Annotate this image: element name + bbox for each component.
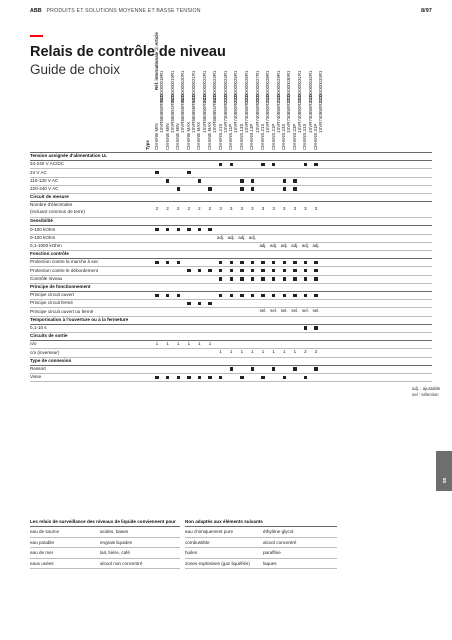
filled-square-icon [155, 171, 158, 174]
cell-value: 3 [282, 206, 286, 212]
unsuitable-heading-rule [185, 526, 337, 527]
liquid-cell: alcool non concentré [100, 560, 143, 566]
filled-square-icon [304, 269, 307, 272]
filled-square-icon [251, 294, 254, 297]
cell-value: 2 [198, 206, 201, 212]
brand-name: ABB [30, 8, 42, 14]
filled-square-icon [251, 261, 254, 264]
cell-value: sel. [291, 308, 299, 314]
filled-square-icon [166, 228, 169, 231]
filled-square-icon [198, 376, 201, 379]
row-label: n/o [30, 341, 37, 347]
column-type: CM-ENS.31P [313, 123, 318, 150]
cell-value: 3 [229, 206, 233, 212]
row-rule [30, 558, 180, 559]
column-reference: 1SVR730850R2100 [265, 93, 271, 133]
cell-value: 1 [251, 349, 254, 355]
filled-square-icon [272, 277, 275, 280]
column-type: CM-ENS.31S [302, 123, 308, 150]
filled-square-icon [177, 187, 180, 190]
filled-square-icon [208, 302, 211, 305]
row-rule [185, 568, 337, 569]
filled-square-icon [208, 228, 211, 231]
filled-square-icon [251, 277, 254, 280]
row-label: 0,1-1000 kOhm [30, 242, 62, 248]
filled-square-icon [304, 326, 307, 329]
page-title: Relais de contrôle de niveau [30, 44, 226, 60]
cell-value: adj. [291, 242, 299, 248]
row-label: 220-240 V AC [30, 185, 59, 191]
filled-square-icon [219, 163, 222, 166]
cell-value: sel. [270, 308, 278, 314]
column-article: 2CDG000028R1 [265, 70, 271, 103]
column-article: 2CDG000029R1 [275, 70, 281, 103]
column-reference: 1SVR730850R3100 [307, 93, 313, 133]
row-label: Principe circuit ouvert ou fermé [30, 308, 94, 314]
cell-value: adj. [248, 234, 256, 240]
filled-square-icon [283, 376, 286, 379]
filled-square-icon [177, 228, 180, 231]
table-row [30, 373, 432, 382]
filled-square-icon [261, 261, 264, 264]
column-article: 2CDG000020R1 [180, 70, 186, 103]
cell-value: adj. [238, 234, 246, 240]
filled-square-icon [293, 277, 296, 280]
row-rule [185, 558, 337, 559]
filled-square-icon [177, 261, 180, 264]
cell-value: adj. [270, 242, 278, 248]
filled-square-icon [283, 277, 286, 280]
row-sublabel: (incluant commun de terre) [30, 208, 85, 214]
cell-value: adj. [301, 242, 309, 248]
column-article: 2CDG000023R1 [212, 70, 218, 103]
unsuitable-heading: Non adaptés aux éléments suivants [185, 519, 263, 524]
filled-square-icon [187, 171, 190, 174]
section-label: Sensibilité [30, 218, 53, 224]
cell-value: adj. [280, 242, 288, 248]
column-article: 2CDG000033R1 [318, 70, 324, 103]
cell-value: adj. [259, 242, 267, 248]
liquid-cell: combustible [185, 539, 210, 545]
filled-square-icon [293, 367, 296, 370]
cell-value: 2 [208, 206, 212, 212]
filled-square-icon [283, 269, 286, 272]
column-reference: 1SVR740850R2100 [275, 93, 281, 133]
filled-square-icon [187, 228, 190, 231]
filled-square-icon [304, 277, 307, 280]
cell-value: 1 [240, 349, 244, 355]
cell-value: 1 [155, 341, 159, 347]
filled-square-icon [293, 261, 296, 264]
filled-square-icon [166, 294, 169, 297]
cell-value: 1 [187, 341, 191, 347]
column-reference: 1SVR730850R0200 [244, 93, 249, 133]
filled-square-icon [208, 376, 211, 379]
row-rule [30, 537, 180, 538]
suitable-heading-rule [30, 526, 180, 527]
filled-square-icon [230, 294, 233, 297]
column-reference: 1SVR740850R0200 [254, 93, 260, 133]
row-label: 24-240 V AC/DC [30, 161, 64, 167]
column-type: CM-ENS.21P [270, 123, 276, 150]
cell-value: 1 [282, 349, 286, 355]
column-reference: 1SVR550850R9500 [159, 93, 165, 133]
liquid-cell: zones explosives (gaz liquéfiés) [185, 560, 250, 566]
section-label: Circuits de sortie [30, 333, 68, 339]
section-label: Fonction contrôle [30, 251, 69, 257]
section-label: Tension assignée d'alimentation Uₛ [30, 153, 107, 159]
column-reference: 1SVR740850R3100 [318, 93, 324, 133]
column-type: CM-ENE MIN [164, 123, 170, 150]
row-label: Visse [30, 374, 42, 380]
cell-value: 3 [314, 206, 318, 212]
filled-square-icon [240, 277, 243, 280]
filled-square-icon [261, 269, 264, 272]
filled-square-icon [198, 228, 201, 231]
filled-square-icon [230, 261, 233, 264]
cell-value: 1 [219, 349, 222, 355]
cell-value: sel. [259, 308, 267, 314]
cell-value: 2 [176, 206, 180, 212]
column-type: CM-ENS.13S [238, 123, 244, 150]
column-article: 2CDG000031R1 [297, 70, 302, 103]
column-type: CM-ENE MAX [185, 121, 191, 150]
cell-value: adj. [312, 242, 320, 248]
column-type: CM-ENE MIN [154, 123, 159, 150]
section-label: Temporisation à l'ouverture ou à la fermeture [30, 316, 129, 322]
filled-square-icon [166, 376, 169, 379]
filled-square-icon [198, 302, 201, 305]
filled-square-icon [293, 269, 296, 272]
filled-square-icon [283, 294, 286, 297]
cell-value: 1 [272, 349, 275, 355]
liquid-cell: engrais liquides [100, 539, 132, 545]
legend-note: sel : sélection [412, 392, 439, 398]
liquid-cell: eau potable [30, 539, 55, 545]
filled-square-icon [251, 179, 254, 182]
page-header [30, 8, 432, 18]
column-reference: 1SVR550851R9500 [169, 93, 175, 133]
cell-value: sel. [280, 308, 288, 314]
filled-square-icon [272, 269, 275, 272]
column-article: 2CDG000030R1 [286, 70, 292, 103]
cell-value: 2 [314, 349, 318, 355]
filled-square-icon [219, 261, 222, 264]
filled-square-icon [230, 277, 233, 280]
filled-square-icon [251, 187, 254, 190]
section-label: Principe de fonctionnement [30, 283, 91, 289]
liquid-cell: eaux usées [30, 560, 54, 566]
liquid-cell: laques [263, 560, 277, 566]
column-article: 2CDG000027R1 [254, 70, 260, 103]
filled-square-icon [314, 367, 317, 370]
column-reference: 1SVR730850R0100 [222, 93, 228, 133]
column-reference: 1SVR730850R2200 [286, 93, 292, 133]
filled-square-icon [198, 269, 201, 272]
row-label: Protection contre le débordement [30, 267, 98, 273]
filled-square-icon [293, 294, 296, 297]
filled-square-icon [272, 367, 275, 370]
filled-square-icon [187, 302, 190, 305]
cell-value: sel. [301, 308, 309, 314]
filled-square-icon [314, 294, 317, 297]
cell-value: 1 [176, 341, 180, 347]
filled-square-icon [304, 294, 307, 297]
cell-value: sel. [312, 308, 320, 314]
row-label: 110-130 V AC [30, 177, 59, 183]
column-type: CM-ENS.13P [249, 123, 255, 150]
filled-square-icon [219, 376, 222, 379]
column-type: CM-ENS.21S [260, 123, 265, 150]
filled-square-icon [198, 179, 201, 182]
row-label: Principe circuit fermé [30, 300, 73, 306]
type-header: Type [145, 140, 150, 150]
filled-square-icon [187, 376, 190, 379]
filled-square-icon [208, 269, 211, 272]
column-type: CM-ENS.11P [228, 123, 234, 150]
filled-square-icon [314, 326, 317, 329]
filled-square-icon [283, 187, 286, 190]
filled-square-icon [230, 269, 233, 272]
filled-square-icon [155, 228, 158, 231]
row-label: 24 V AC [30, 169, 47, 175]
column-article: 2CDG000032R1 [307, 70, 313, 103]
column-reference: 1SVR550850R9400 [201, 93, 207, 133]
title-accent-bar [30, 35, 43, 37]
cell-value: 1 [198, 341, 201, 347]
section-label: Type de connexion [30, 357, 72, 363]
legend-note: adj. : ajustable [412, 386, 441, 392]
cell-value: 3 [251, 206, 254, 212]
filled-square-icon [240, 294, 243, 297]
filled-square-icon [261, 376, 264, 379]
column-type: CM-ENE MIN [175, 123, 181, 150]
filled-square-icon [293, 187, 296, 190]
filled-square-icon [219, 269, 222, 272]
chapter-tab-label: 08 [442, 477, 447, 483]
column-article: 2CDG000022R1 [201, 70, 207, 103]
filled-square-icon [283, 179, 286, 182]
liquid-cell: éthylène glycol [263, 529, 294, 534]
filled-square-icon [155, 261, 158, 264]
row-label: Ressort [30, 365, 46, 371]
liquid-cell: eau de mer [30, 550, 54, 556]
column-article: 2CDG000018R1 [159, 70, 165, 103]
column-type: CM-ENS.23S [281, 123, 287, 150]
filled-square-icon [272, 294, 275, 297]
row-label: 0-100 kOhm [30, 234, 56, 240]
liquid-cell: paraffine [263, 550, 281, 556]
column-reference: 1SVR740850R0100 [233, 93, 239, 133]
table-row [30, 201, 432, 218]
cell-value: 3 [261, 206, 265, 212]
header-section: PRODUITS ET SOLUTIONS MOYENNE ET BASSE TENSION [46, 8, 201, 14]
row-label: c/o (inverseur) [30, 349, 60, 355]
filled-square-icon [219, 277, 222, 280]
column-reference: 1SVR550851R9400 [212, 93, 218, 133]
filled-square-icon [166, 179, 169, 182]
column-article: 2CDG000019R1 [169, 70, 175, 103]
cell-value: adj. [227, 234, 235, 240]
filled-square-icon [304, 163, 307, 166]
cell-value: 2 [166, 206, 169, 212]
filled-square-icon [261, 163, 264, 166]
row-rule [185, 537, 337, 538]
row-label: Contrôle niveau [30, 275, 63, 281]
cell-value: 2 [155, 206, 159, 212]
filled-square-icon [240, 269, 243, 272]
row-rule [185, 547, 337, 548]
column-type: CM-ENS.23P [291, 123, 297, 150]
column-type: CM-ENS.21S [217, 123, 223, 150]
filled-square-icon [314, 269, 317, 272]
cell-value: 1 [166, 341, 169, 347]
filled-square-icon [240, 261, 243, 264]
filled-square-icon [155, 294, 158, 297]
section-label: Circuit de mesure [30, 194, 69, 200]
filled-square-icon [219, 294, 222, 297]
cell-value: adj. [217, 234, 225, 240]
cell-value: 1 [208, 341, 212, 347]
filled-square-icon [230, 367, 233, 370]
cell-value: 3 [272, 206, 275, 212]
filled-square-icon [251, 367, 254, 370]
column-type: CM-ENE MAX [196, 121, 202, 150]
cell-value: 1 [293, 349, 297, 355]
row-label: 0,1-10 s [30, 324, 47, 330]
reference-header: Réf. internationale ➁ Article [154, 32, 160, 90]
filled-square-icon [272, 261, 275, 264]
row-label: 0-100 kOhm [30, 226, 56, 232]
page-subtitle: Guide de choix [30, 62, 121, 77]
filled-square-icon [240, 179, 243, 182]
column-article: 2CDG000025R1 [233, 70, 239, 103]
column-reference: 1SVR550855R9400 [191, 93, 196, 133]
row-label: Protection contre la marche à sec [30, 259, 99, 265]
row-rule [30, 547, 180, 548]
cell-value: 3 [293, 206, 297, 212]
cell-value: 1 [261, 349, 265, 355]
page-number: 8/97 [421, 8, 432, 14]
liquid-cell: huiles [185, 550, 198, 556]
filled-square-icon [177, 294, 180, 297]
filled-square-icon [187, 269, 190, 272]
filled-square-icon [240, 187, 243, 190]
cell-value: 2 [304, 349, 307, 355]
suitable-heading: Les relais de surveillance des niveaux de liquide conviennent pour [30, 519, 176, 524]
filled-square-icon [283, 261, 286, 264]
cell-value: 3 [240, 206, 244, 212]
filled-square-icon [314, 277, 317, 280]
column-article: 2CDG000026R1 [244, 70, 249, 103]
filled-square-icon [304, 261, 307, 264]
column-reference: 1SVR550855R9500 [180, 93, 186, 133]
liquid-cell: eau chimiquement pure [185, 529, 234, 534]
column-article: 2CDG000024R1 [222, 70, 228, 103]
filled-square-icon [240, 376, 243, 379]
liquid-cell: eau de source [30, 529, 60, 534]
filled-square-icon [166, 261, 169, 264]
filled-square-icon [155, 376, 158, 379]
filled-square-icon [304, 376, 307, 379]
filled-square-icon [261, 277, 264, 280]
column-type: CM-ENE MAX [207, 121, 212, 150]
filled-square-icon [230, 163, 233, 166]
filled-square-icon [314, 163, 317, 166]
filled-square-icon [177, 376, 180, 379]
cell-value: 3 [304, 206, 307, 212]
cell-value: 2 [187, 206, 191, 212]
liquid-cell: alcool concentré [263, 539, 297, 545]
row-label: Principe circuit ouvert [30, 292, 74, 298]
liquid-cell: acides, bases [100, 529, 129, 534]
filled-square-icon [293, 179, 296, 182]
cell-value: 1 [229, 349, 233, 355]
filled-square-icon [314, 261, 317, 264]
filled-square-icon [251, 269, 254, 272]
column-article: 2CDG000021R1 [191, 70, 196, 103]
chapter-tab [436, 451, 452, 491]
filled-square-icon [208, 187, 211, 190]
column-reference: 1SVR740850R2200 [297, 93, 302, 133]
row-label: Nombre d'électrodes [30, 202, 73, 208]
filled-square-icon [272, 163, 275, 166]
row-rule [30, 568, 180, 569]
cell-value: 3 [219, 206, 222, 212]
liquid-cell: lait, bière, café [100, 550, 130, 556]
filled-square-icon [261, 294, 264, 297]
